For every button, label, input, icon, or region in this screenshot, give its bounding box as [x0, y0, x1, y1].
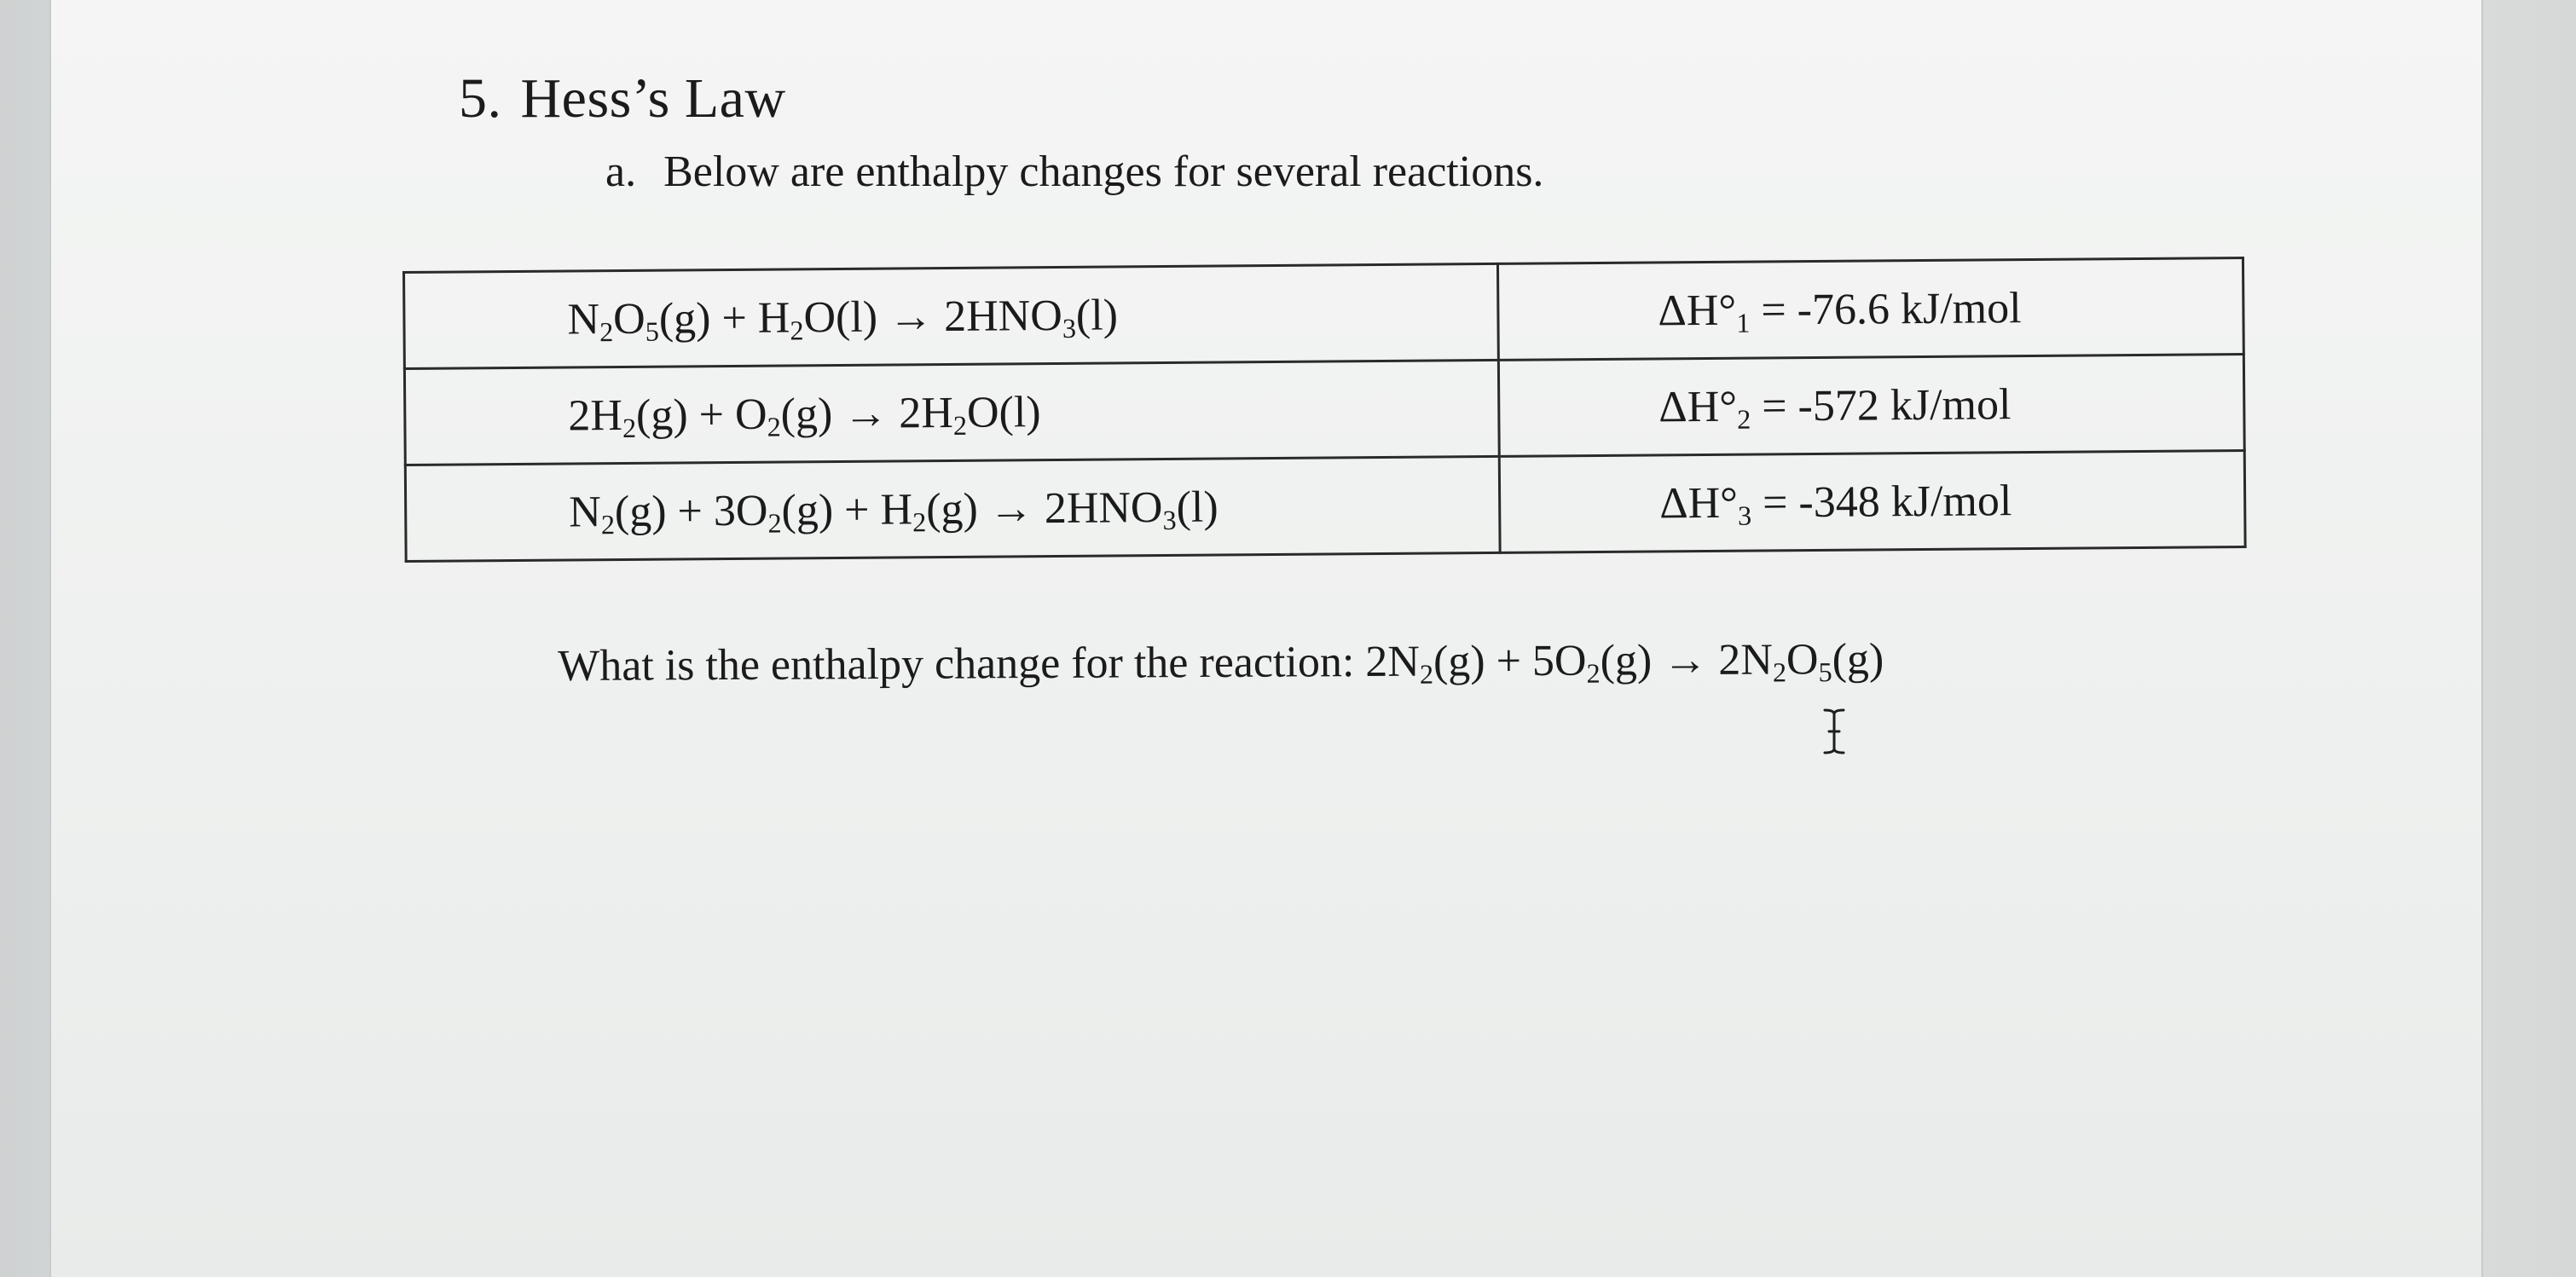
question-text[interactable]: What is the enthalpy change for the reaction: $2N_2(g) + 5O_2(g) \to 2N_2O_5(g)$ — [558, 634, 1884, 691]
reactions-table — [402, 257, 2247, 563]
table-row — [405, 451, 2245, 562]
text-cursor-icon — [1820, 708, 1849, 755]
subsection-letter: a. — [605, 147, 637, 196]
section-title: Hess’s Law — [520, 67, 786, 130]
table-row — [404, 258, 2244, 369]
section-number: 5. — [459, 67, 502, 130]
reaction-equation: $N_2(g) + 3O_2(g) + H_2(g) \to 2HNO_3(l)$ — [405, 456, 1500, 561]
reaction-enthalpy: $\Delta H^\circ_2 = -572$ kJ/mol — [1498, 355, 2244, 457]
reaction-enthalpy: $\Delta H^\circ_1 = -76.6$ kJ/mol — [1497, 258, 2243, 361]
section-heading — [459, 66, 786, 131]
reaction-equation: $N_2O_5(g) + H_2O(l) \to 2HNO_3(l)$ — [404, 263, 1499, 368]
subsection-text: Below are enthalpy changes for several reactions. — [663, 147, 1544, 196]
subsection-heading — [605, 147, 1543, 197]
reaction-enthalpy: $\Delta H^\circ_3 = -348$ kJ/mol — [1499, 451, 2245, 553]
table-row — [404, 355, 2244, 465]
document-page — [51, 0, 2481, 1277]
reaction-equation: $2H_2(g) + O_2(g) \to 2H_2O(l)$ — [404, 360, 1499, 465]
